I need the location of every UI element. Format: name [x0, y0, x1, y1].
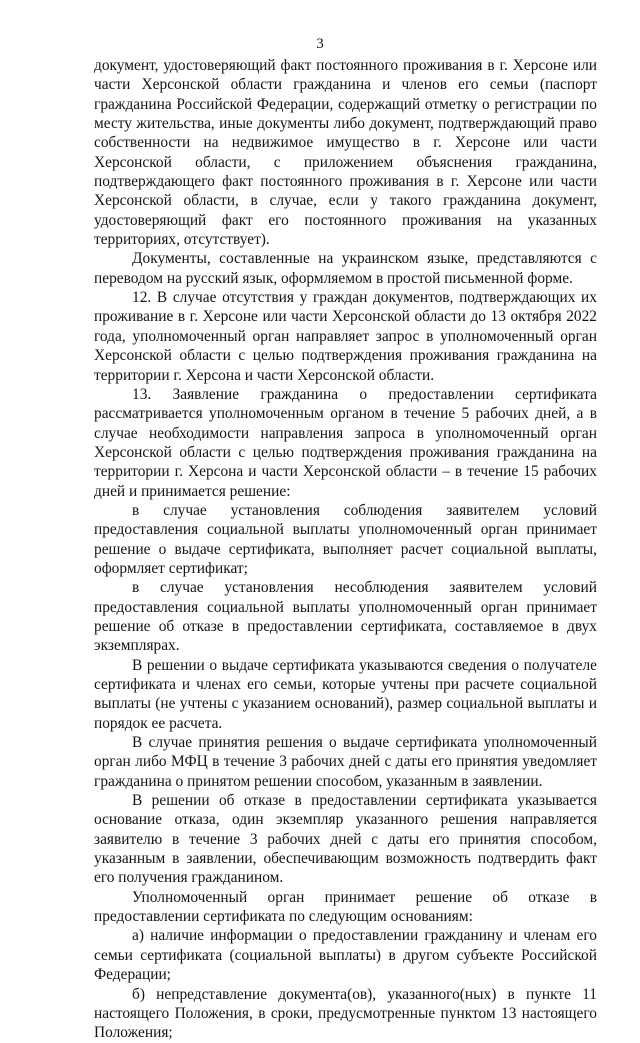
document-body: [94, 56, 597, 1043]
page-number: 3: [316, 36, 324, 52]
paragraph-refusal-intro: Уполномоченный орган принимает решение об отказе в предоставлении сертификата по следующим основаниям:: [94, 888, 597, 926]
paragraph-decision-content: В решении о выдаче сертификата указываются сведения о получателе сертификата и членах его семьи, которые учтены при расчете социальной выплаты (не учтены с указанием оснований), размер социальной выплаты и порядок ее расчета.: [94, 656, 597, 732]
paragraph-ukrainian-documents: Документы, составленные на украинском языке, представляются с переводом на русский язык, оформляемом в простой письменной форме.: [94, 250, 597, 287]
paragraph-refusal-ground-b: б) непредставление документа(ов), указанного(ных) в пункте 11 настоящего Положения, в сроки, предусмотренные пунктом 13 настоящего Положения;: [94, 985, 597, 1042]
paragraph-refusal-ground-a: а) наличие информации о предоставлении гражданину и членам его семьи сертификата (социальной выплаты) в другом субъекте Российской Федерации;: [94, 927, 597, 984]
paragraph-decision-issue: в случае установления соблюдения заявителем условий предоставления социальной выплаты уполномоченный орган принимает решение о выдаче сертификата, выполняет расчет социальной выплаты, оформляет сертификат;: [94, 501, 597, 577]
paragraph-documents-residence-proof: документ, удостоверяющий факт постоянного проживания в г. Херсоне или части Херсонской области гражданина и членов его семьи (паспорт гражданина Российской Федерации, содержащий отметку о регистрации по месту жительства, иные документы либо документ, подтверждающий право собственности на недвижимое имущество в г. Херсоне или части Херсонской области, с приложением объяснения гражданина, подтверждающего факт постоянного проживания в г. Херсоне или части Херсонской области, в случае, если у такого гражданина документ, удостоверяющий факт его постоянного проживания на указанных территориях, отсутствует).: [94, 57, 597, 249]
paragraph-clause-12: 12. В случае отсутствия у граждан документов, подтверждающих их проживание в г. Херсоне или части Херсонской области до 13 октября 2022 года, уполномоченный орган направляет запрос в уполномоченный орган Херсонской области с целью подтверждения проживания гражданина на территории г. Херсона и части Херсонской области.: [94, 289, 597, 384]
paragraph-clause-13: 13. Заявление гражданина о предоставлении сертификата рассматривается уполномоченным органом в течение 5 рабочих дней, а в случае необходимости направления запроса в уполномоченный орган Херсонской области с целью подтверждения проживания гражданина на территории г. Херсона и части Херсонской области – в течение 15 рабочих дней и принимается решение:: [94, 385, 597, 500]
paragraph-refusal-grounds-notice: В решении об отказе в предоставлении сертификата указывается основание отказа, один экземпляр указанного решения направляется заявителю в течение 3 рабочих дней с даты его принятия способом, указанным в заявлении, обеспечивающим возможность подтвердить факт его получения гражданином.: [94, 792, 597, 887]
paragraph-decision-refusal: в случае установления несоблюдения заявителем условий предоставления социальной выплаты уполномоченный орган принимает решение об отказе в предоставлении сертификата, составляемое в двух экземплярах.: [94, 579, 597, 655]
paragraph-notification: В случае принятия решения о выдаче сертификата уполномоченный орган либо МФЦ в течение 3 рабочих дней с даты его принятия уведомляет гражданина о принятом решении способом, указанным в заявлении.: [94, 734, 597, 790]
